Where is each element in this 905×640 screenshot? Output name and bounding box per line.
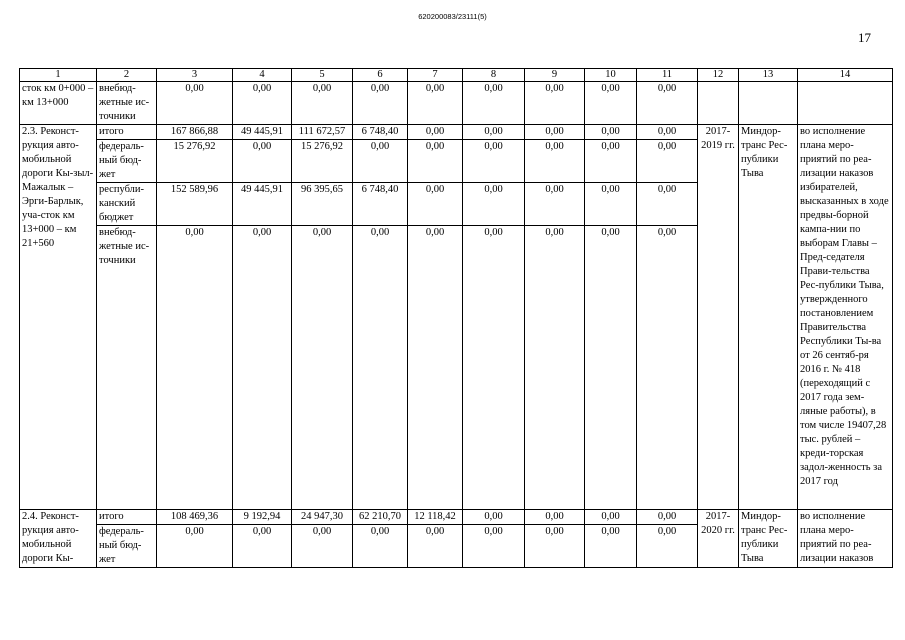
value-cell: 152 589,96 — [157, 183, 233, 226]
note-cell — [798, 82, 893, 125]
value-cell: 0,00 — [463, 226, 525, 510]
value-cell: 0,00 — [463, 525, 525, 568]
value-cell: 0,00 — [292, 525, 353, 568]
col-header: 13 — [739, 69, 798, 82]
period-cell: 2017-2020 гг. — [698, 510, 739, 568]
value-cell: 0,00 — [637, 125, 698, 140]
col-header: 5 — [292, 69, 353, 82]
budget-table — [19, 68, 893, 568]
value-cell: 0,00 — [585, 525, 637, 568]
value-cell: 0,00 — [525, 125, 585, 140]
col-header: 14 — [798, 69, 893, 82]
value-cell: 0,00 — [463, 510, 525, 525]
value-cell: 0,00 — [585, 82, 637, 125]
value-cell: 0,00 — [525, 140, 585, 183]
value-cell: 0,00 — [585, 510, 637, 525]
value-cell: 0,00 — [463, 140, 525, 183]
value-cell: 0,00 — [585, 226, 637, 510]
value-cell: 0,00 — [408, 525, 463, 568]
value-cell: 0,00 — [157, 226, 233, 510]
value-cell: 0,00 — [292, 226, 353, 510]
col-header: 8 — [463, 69, 525, 82]
table-row — [20, 125, 893, 140]
value-cell: 62 210,70 — [353, 510, 408, 525]
value-cell: 6 748,40 — [353, 183, 408, 226]
header-row — [20, 69, 893, 82]
value-cell: 0,00 — [525, 510, 585, 525]
value-cell: 111 672,57 — [292, 125, 353, 140]
col-header: 10 — [585, 69, 637, 82]
note-cell: во исполнение плана меро-приятий по реа-лизации наказов избирателей, высказанных в ходе предвы-борной кампа-нии по выборам Главы – Пред-седателя Прави-тельства Рес-публики Тыва, утвержденного постановлением Правительства Республики Ты-ва от 26 сентяб-ря 2016 г. № 418 (переходящий с 2017 года зем-ляные работы), в том числе 19407,28 тыс. рублей – креди-торская задол-женность за 2017 год — [798, 125, 893, 510]
executor-cell: Миндор-транс Рес-публики Тыва — [739, 125, 798, 510]
value-cell: 0,00 — [157, 82, 233, 125]
value-cell: 0,00 — [157, 525, 233, 568]
value-cell: 0,00 — [408, 125, 463, 140]
value-cell: 167 866,88 — [157, 125, 233, 140]
col-header: 6 — [353, 69, 408, 82]
value-cell: 15 276,92 — [157, 140, 233, 183]
value-cell: 0,00 — [525, 226, 585, 510]
funding-source-cell: федераль-ный бюд-жет — [97, 525, 157, 568]
document-id: 620200083/23111(5) — [418, 12, 487, 21]
col-header: 11 — [637, 69, 698, 82]
value-cell: 0,00 — [525, 82, 585, 125]
note-cell: во исполнение плана меро-приятий по реа-лизации наказов — [798, 510, 893, 568]
value-cell: 0,00 — [637, 82, 698, 125]
table-row — [20, 82, 893, 125]
col-header: 2 — [97, 69, 157, 82]
col-header: 12 — [698, 69, 739, 82]
object-name-cell: 2.3. Реконст-рукция авто-мобильной дороги Кы-зыл-Мажалык – Эрги-Барлык, уча-сток км 13+000 – км 21+560 — [20, 125, 97, 510]
value-cell: 0,00 — [408, 183, 463, 226]
table-row — [20, 510, 893, 525]
value-cell: 12 118,42 — [408, 510, 463, 525]
funding-source-cell: республи-канский бюджет — [97, 183, 157, 226]
value-cell: 24 947,30 — [292, 510, 353, 525]
value-cell: 0,00 — [408, 82, 463, 125]
col-header: 7 — [408, 69, 463, 82]
col-header: 3 — [157, 69, 233, 82]
value-cell: 0,00 — [463, 125, 525, 140]
funding-source-cell: итого — [97, 125, 157, 140]
col-header: 9 — [525, 69, 585, 82]
value-cell: 0,00 — [292, 82, 353, 125]
period-cell — [698, 82, 739, 125]
value-cell: 108 469,36 — [157, 510, 233, 525]
value-cell: 0,00 — [233, 82, 292, 125]
page-number: 17 — [858, 30, 871, 45]
period-cell: 2017-2019 гг. — [698, 125, 739, 510]
object-name-cell: сток км 0+000 – км 13+000 — [20, 82, 97, 125]
value-cell: 0,00 — [233, 226, 292, 510]
value-cell: 6 748,40 — [353, 125, 408, 140]
funding-source-cell: внебюд-жетные ис-точники — [97, 226, 157, 510]
value-cell: 0,00 — [637, 525, 698, 568]
value-cell: 15 276,92 — [292, 140, 353, 183]
funding-source-cell: федераль-ный бюд-жет — [97, 140, 157, 183]
value-cell: 0,00 — [408, 226, 463, 510]
col-header: 4 — [233, 69, 292, 82]
executor-cell: Миндор-транс Рес-публики Тыва — [739, 510, 798, 568]
value-cell: 0,00 — [525, 183, 585, 226]
value-cell: 0,00 — [585, 183, 637, 226]
funding-source-cell: итого — [97, 510, 157, 525]
value-cell: 0,00 — [233, 140, 292, 183]
value-cell: 0,00 — [353, 140, 408, 183]
value-cell: 0,00 — [463, 183, 525, 226]
value-cell: 0,00 — [353, 82, 408, 125]
value-cell: 0,00 — [637, 183, 698, 226]
value-cell: 49 445,91 — [233, 125, 292, 140]
executor-cell — [739, 82, 798, 125]
funding-source-cell: внебюд-жетные ис-точники — [97, 82, 157, 125]
value-cell: 0,00 — [525, 525, 585, 568]
value-cell: 96 395,65 — [292, 183, 353, 226]
value-cell: 0,00 — [637, 226, 698, 510]
value-cell: 0,00 — [408, 140, 463, 183]
object-name-cell: 2.4. Реконст-рукция авто-мобильной дороги Кы- — [20, 510, 97, 568]
value-cell: 0,00 — [463, 82, 525, 125]
value-cell: 0,00 — [353, 525, 408, 568]
value-cell: 49 445,91 — [233, 183, 292, 226]
value-cell: 9 192,94 — [233, 510, 292, 525]
col-header: 1 — [20, 69, 97, 82]
value-cell: 0,00 — [637, 510, 698, 525]
value-cell: 0,00 — [353, 226, 408, 510]
value-cell: 0,00 — [585, 125, 637, 140]
value-cell: 0,00 — [585, 140, 637, 183]
value-cell: 0,00 — [233, 525, 292, 568]
value-cell: 0,00 — [637, 140, 698, 183]
